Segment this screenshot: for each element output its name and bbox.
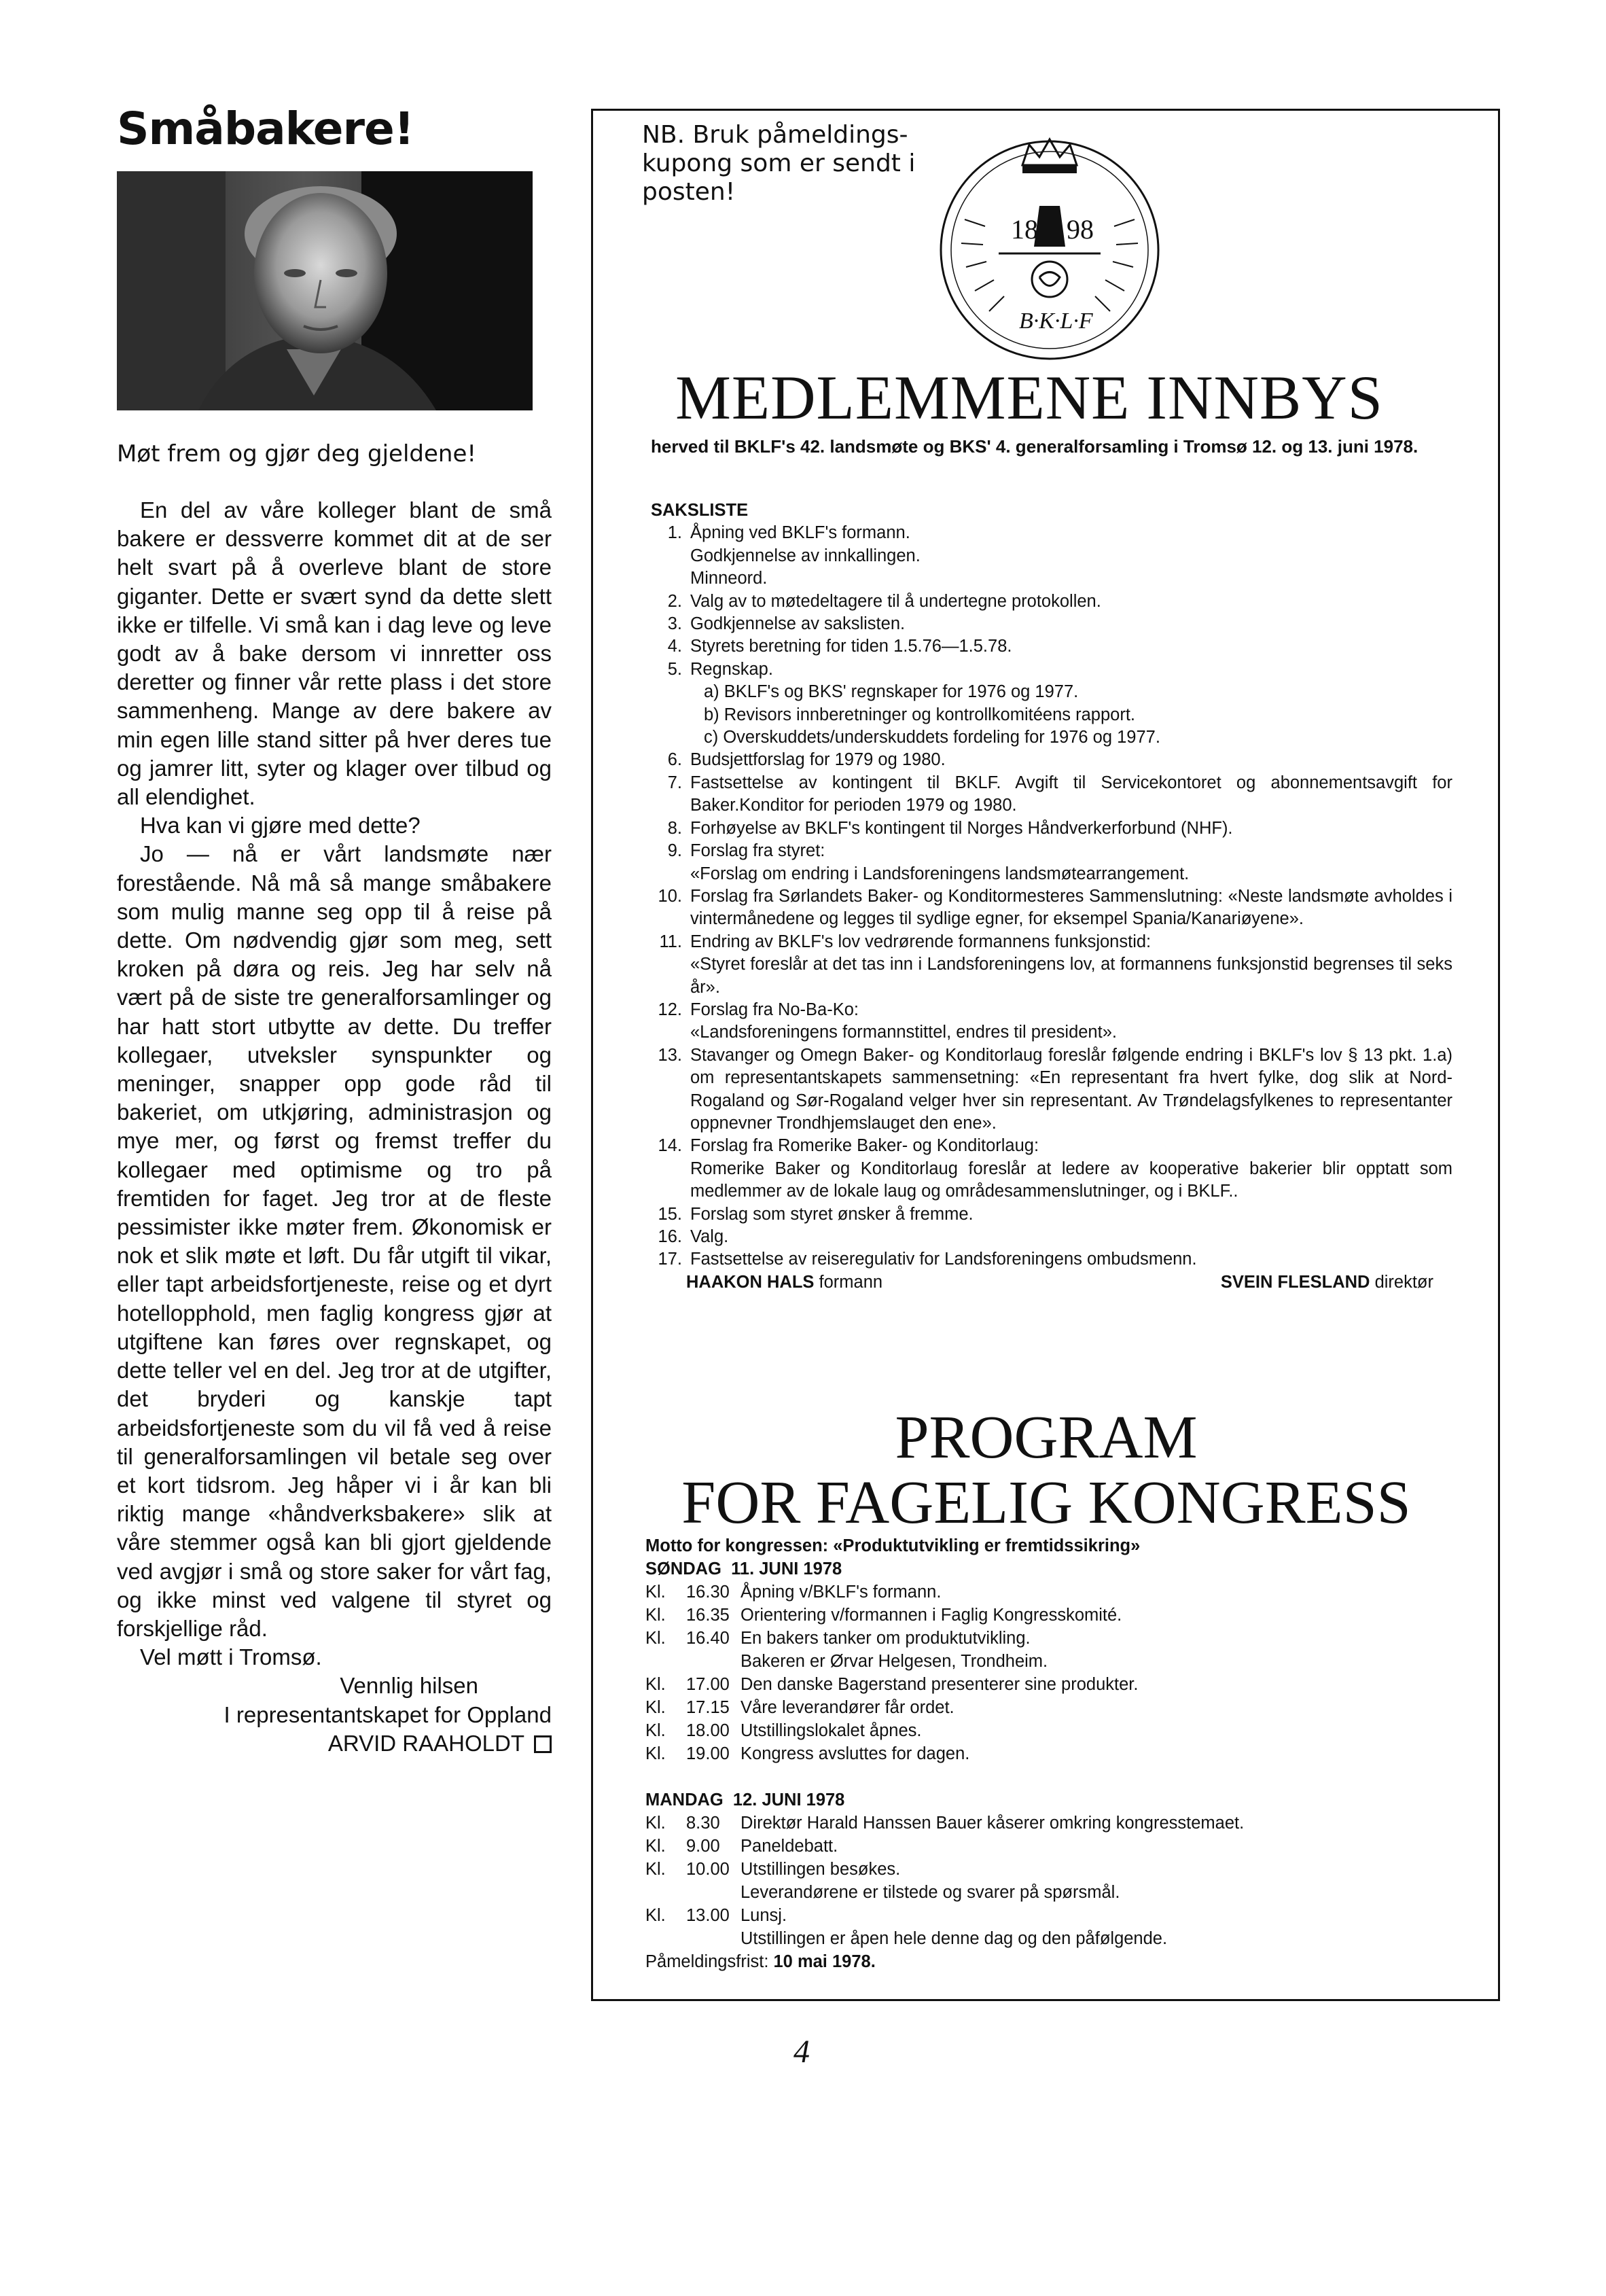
kl-label: Kl. — [645, 1606, 666, 1625]
agenda-subitem: b) Revisors innberetninger og kontrollkomitéens rapport. — [704, 705, 1135, 724]
schedule-text: Lunsj. — [740, 1906, 787, 1925]
agenda-item — [651, 613, 1452, 635]
agenda-line: Åpning ved BKLF's formann. — [690, 523, 910, 543]
agenda-number: 7. — [667, 773, 682, 792]
agenda-line: Forslag fra No-Ba-Ko: — [690, 1000, 859, 1019]
agenda-number: 1. — [667, 523, 682, 543]
time: 17.15 — [686, 1698, 730, 1717]
agenda-item — [651, 1248, 1452, 1271]
time: 10.00 — [686, 1860, 730, 1879]
agenda-line: «Styret foreslår at det tas inn i Landsforeningens lov, at formannens funksjonstid begrenses til seks år». — [690, 955, 1452, 997]
schedule-text: Kongress avsluttes for dagen. — [740, 1744, 970, 1763]
day-label: SØNDAG — [645, 1559, 721, 1578]
schedule-row — [645, 1904, 1447, 1927]
agenda-item — [651, 590, 1452, 613]
agenda-line: Styrets beretning for tiden 1.5.76—1.5.78. — [690, 637, 1012, 656]
closing-greeting: Vennlig hilsen — [340, 1673, 478, 1699]
schedule-text: Utstillingen er åpen hele denne dag og den påfølgende. — [740, 1929, 1168, 1948]
article-closing — [117, 1672, 552, 1758]
time: 19.00 — [686, 1744, 730, 1763]
invitation-intro: herved til BKLF's 42. landsmøte og BKS' 4. generalforsamling i Tromsø 12. og 13. juni 1978. — [651, 436, 1418, 457]
agenda-line: Godkjennelse av innkallingen. — [690, 546, 921, 565]
emblem-year-right: 98 — [1067, 214, 1094, 245]
article-paragraph: Jo — nå er vårt landsmøte nær forestående. Nå må så mange småbakere som mulig manne seg opp til å reise på dette. Om nødvendig gjør som meg, sett kroken på døra og reis. Jeg har selv nå vært på de siste tre generalforsamlinger og har hatt stort utbytte av dette. Du treffer kollegaer, utveksler synspunkter og meninger, snapper opp gode råd til bakeriet, om utkjøring, administrasjon og mye mer, og først og fremst treffer du kollegaer med optimisme og tro på fremtiden for faget. Jeg tror at de fleste pessimister ikke møter frem. Økonomisk er nok et slik møte et løft. Du får utgift til vikar, eller tapt arbeidsfortjeneste, reise og et dyrt hotellopphold, men faglig kongress gjør at utgiftene kan føres over regnskapet, og dette teller vel en del. Jeg tror at de utgifter, det bryderi og kanskje tapt arbeidsfortjeneste som du vil få ved å reise til generalforsamlingen vil betale seg over et kort tidsrom. Jeg håper vi i år kan bli riktig mange «håndverksbakere» slik at våre stemmer også kan bli gjort gjeldende ved avgjør i små og store saker for vårt fag, og ikke minst ved valgene til styret og forskjellige råd. — [117, 841, 552, 1641]
agenda-number: 9. — [667, 841, 682, 861]
agenda-line: Budsjettforslag for 1979 og 1980. — [690, 750, 946, 770]
agenda-line: Romerike Baker og Konditorlaug foreslår at ledere av kooperative bakerier blir opptatt som medlemmer av de lokale laug og områdesammenslutninger, og i BKLF.. — [690, 1159, 1452, 1201]
kl-label: Kl. — [645, 1860, 666, 1879]
portrait-photo — [117, 171, 533, 410]
agenda-item — [651, 885, 1452, 931]
deadline-value: 10 mai 1978. — [773, 1952, 876, 1971]
program-motto: Motto for kongressen: «Produktutvikling er fremtidssikring» — [645, 1536, 1141, 1555]
registration-deadline — [645, 1950, 1447, 1973]
signatures — [651, 1271, 1452, 1294]
page-number: 4 — [793, 2034, 810, 2070]
agenda-line: Fastsettelse av reiseregulativ for Landsforeningens ombudsmenn. — [690, 1250, 1197, 1269]
schedule-row — [645, 1858, 1447, 1881]
schedule-row — [645, 1719, 1447, 1742]
emblem-letters: B·K·L·F — [1019, 308, 1093, 334]
bklf-emblem — [924, 124, 1175, 369]
time: 16.35 — [686, 1606, 730, 1625]
time: 13.00 — [686, 1906, 730, 1925]
kl-label: Kl. — [645, 1744, 666, 1763]
closing-role: I representantskapet for Oppland — [224, 1701, 552, 1727]
emblem-year-left: 18 — [1011, 214, 1038, 245]
program-heading-line: FOR FAGELIG KONGRESS — [681, 1469, 1411, 1536]
agenda-line: Forslag fra Romerike Baker- og Konditorlaug: — [690, 1136, 1039, 1156]
schedule-text: Direktør Harald Hanssen Bauer kåserer omkring kongresstemaet. — [740, 1814, 1245, 1833]
agenda-number: 11. — [659, 932, 682, 951]
end-mark-icon — [534, 1735, 552, 1753]
agenda-item — [651, 999, 1452, 1044]
kl-label: Kl. — [645, 1583, 666, 1602]
agenda-line: Forslag fra styret: — [690, 841, 825, 861]
agenda-line: Endring av BKLF's lov vedrørende formannens funksjonstid: — [690, 932, 1152, 951]
agenda-line: «Landsforeningens formannstittel, endres til president». — [690, 1023, 1117, 1042]
agenda-item — [651, 1226, 1452, 1248]
program-heading — [645, 1405, 1447, 1536]
schedule-row — [645, 1835, 1447, 1858]
agenda-subitem: c) Overskuddets/underskuddets fordeling for 1976 og 1977. — [704, 728, 1160, 747]
invitation-heading: MEDLEMMENE INNBYS — [675, 363, 1383, 432]
article-paragraph: Vel møtt i Tromsø. — [140, 1644, 322, 1670]
agenda-item — [651, 749, 1452, 771]
signature-right — [1221, 1271, 1433, 1294]
signature-role: formann — [819, 1272, 883, 1292]
day-label: MANDAG — [645, 1790, 724, 1809]
day-date: 11. JUNI 1978 — [731, 1559, 842, 1578]
schedule-text: Utstillingslokalet åpnes. — [740, 1721, 922, 1740]
agenda-number: 8. — [667, 818, 682, 838]
schedule-text: Åpning v/BKLF's formann. — [740, 1583, 942, 1602]
agenda-line: Minneord. — [690, 569, 768, 588]
frame-divider — [591, 109, 593, 2001]
time: 9.00 — [686, 1837, 720, 1856]
agenda-number: 15. — [658, 1204, 682, 1224]
agenda-item — [651, 772, 1452, 817]
schedule-row — [645, 1650, 1447, 1673]
article-paragraph: Hva kan vi gjøre med dette? — [140, 813, 421, 838]
schedule-row — [645, 1881, 1447, 1904]
schedule-row — [645, 1696, 1447, 1719]
schedule-text: Våre leverandører får ordet. — [740, 1698, 954, 1717]
agenda-line: «Forslag om endring i Landsforeningens landsmøtearrangement. — [690, 864, 1190, 883]
agenda-line: Forhøyelse av BKLF's kontingent til Norges Håndverkerforbund (NHF). — [690, 818, 1233, 838]
schedule-row — [645, 1627, 1447, 1650]
crown-icon — [1022, 139, 1077, 173]
portrait-image — [117, 171, 533, 410]
agenda-number: 3. — [667, 614, 682, 634]
agenda-item — [651, 1044, 1452, 1135]
agenda-number: 16. — [658, 1227, 682, 1246]
agenda-item — [651, 817, 1452, 840]
agenda-title: SAKSLISTE — [651, 501, 749, 520]
agenda-item — [651, 840, 1452, 885]
time: 17.00 — [686, 1675, 730, 1694]
schedule-row — [645, 1604, 1447, 1627]
agenda-number: 4. — [667, 637, 682, 656]
agenda-line: Valg. — [690, 1227, 729, 1246]
schedule-text: Den danske Bagerstand presenterer sine produkter. — [740, 1675, 1139, 1694]
schedule-text: Leverandørene er tilstede og svarer på spørsmål. — [740, 1883, 1120, 1902]
agenda-subitem: a) BKLF's og BKS' regnskaper for 1976 og 1977. — [704, 682, 1079, 702]
schedule-text: En bakers tanker om produktutvikling. — [740, 1629, 1031, 1648]
schedule-row — [645, 1927, 1447, 1950]
schedule-text: Bakeren er Ørvar Helgesen, Trondheim. — [740, 1652, 1048, 1671]
article-body — [117, 496, 552, 1672]
agenda-item — [651, 658, 1452, 749]
time: 16.30 — [686, 1583, 730, 1602]
article-title: Småbakere! — [117, 103, 414, 155]
closing-author-line — [117, 1729, 552, 1758]
day-header — [645, 1788, 1447, 1812]
kl-label: Kl. — [645, 1814, 666, 1833]
time: 8.30 — [686, 1814, 720, 1833]
schedule-row — [645, 1742, 1447, 1765]
time: 18.00 — [686, 1721, 730, 1740]
kl-label: Kl. — [645, 1675, 666, 1694]
program-schedule — [645, 1534, 1447, 1973]
time: 16.40 — [686, 1629, 730, 1648]
kl-label: Kl. — [645, 1837, 666, 1856]
author-name: ARVID RAAHOLDT — [327, 1730, 524, 1756]
agenda-number: 10. — [658, 886, 682, 906]
agenda-number: 17. — [658, 1250, 682, 1269]
schedule-row — [645, 1580, 1447, 1604]
signature-name: SVEIN FLESLAND — [1220, 1272, 1370, 1292]
agenda-number: 5. — [667, 659, 682, 679]
agenda-line: Godkjennelse av sakslisten. — [690, 614, 906, 634]
schedule-text: Utstillingen besøkes. — [740, 1860, 901, 1879]
schedule-text: Paneldebatt. — [740, 1837, 838, 1856]
nb-note: NB. Bruk påmeldings-kupong som er sendt i posten! — [642, 121, 916, 206]
agenda-number: 2. — [667, 591, 682, 611]
day-header — [645, 1557, 1447, 1580]
day-date: 12. JUNI 1978 — [732, 1790, 845, 1809]
agenda-number: 6. — [667, 750, 682, 770]
agenda-item — [651, 635, 1452, 658]
signature-name: HAAKON HALS — [686, 1272, 815, 1292]
left-column — [117, 102, 552, 1758]
agenda-number: 12. — [658, 1000, 682, 1019]
agenda-line: Stavanger og Omegn Baker- og Konditorlaug foreslår følgende endring i BKLF's lov § 13 pkt. 1.a) om representantskapets sammensetning: «En representant fra hvert fylke, dog slik at Nord-Rogaland og Sør-Rogaland velger hver sin representant. Av Trøndelagsfylkenes to representanter oppnevner Trondhjemslauget den ene». — [690, 1045, 1452, 1133]
agenda-number: 13. — [658, 1045, 682, 1065]
kl-label: Kl. — [645, 1721, 666, 1740]
kl-label: Kl. — [645, 1698, 666, 1717]
article-paragraph: En del av våre kolleger blant de små bakere er dessverre kommet dit at de ser helt svart på å overleve blant de store giganter. Dette er svært synd da dette slett ikke er tilfelle. Vi små kan i dag leve og leve godt av å bake dersom vi innretter oss deretter og finner vår rette plass i det store sammenheng. Mange av dere bakere av min egen lille stand sitter på hver deres tue og jamrer litt, syter og klager over tilbud og all elendighet. — [117, 497, 552, 810]
agenda-item — [651, 1135, 1452, 1203]
agenda-item — [651, 522, 1452, 590]
agenda-line: Valg av to møtedeltagere til å undertegne protokollen. — [690, 591, 1101, 611]
agenda-line: Forslag som styret ønsker å fremme. — [690, 1204, 974, 1224]
agenda-line: Forslag fra Sørlandets Baker- og Konditormesteres Sammenslutning: «Neste landsmøte avholdes i vintermånedene og legges til sydlige egner, for eksempel Spania/Kanariøyene». — [690, 886, 1452, 929]
program-heading-line: PROGRAM — [895, 1404, 1198, 1471]
photo-caption: Møt frem og gjør deg gjeldene! — [117, 440, 477, 467]
signature-role: direktør — [1374, 1272, 1433, 1292]
agenda-number: 14. — [658, 1136, 682, 1156]
agenda-item — [651, 931, 1452, 999]
schedule-row — [645, 1673, 1447, 1696]
agenda-line: Regnskap. — [690, 659, 773, 679]
signature-left — [686, 1271, 882, 1294]
deadline-label: Påmeldingsfrist: — [645, 1952, 769, 1971]
kl-label: Kl. — [645, 1629, 666, 1648]
schedule-row — [645, 1812, 1447, 1835]
agenda — [651, 499, 1452, 1294]
agenda-line: Fastsettelse av kontingent til BKLF. Avgift til Servicekontoret og abonnementsavgift for Baker.Konditor for perioden 1979 og 1980. — [690, 773, 1452, 815]
schedule-text: Orientering v/formannen i Faglig Kongresskomité. — [740, 1606, 1122, 1625]
agenda-item — [651, 1203, 1452, 1226]
kl-label: Kl. — [645, 1906, 666, 1925]
